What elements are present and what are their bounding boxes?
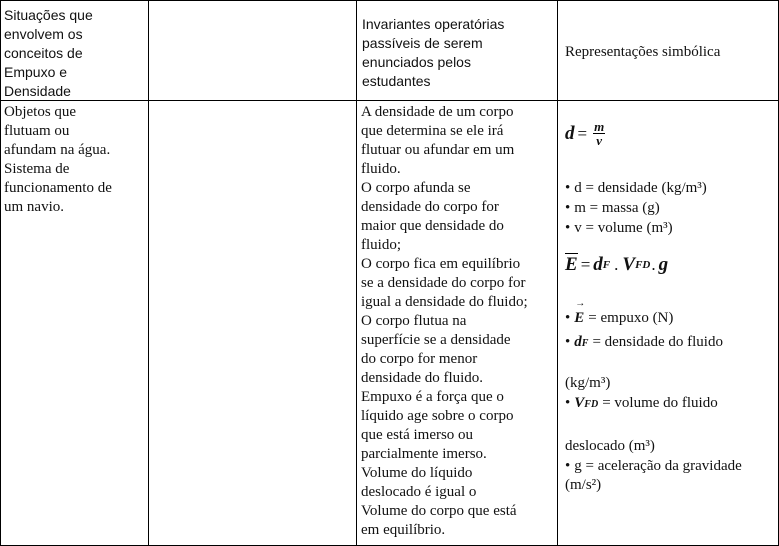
definition-gravity: • g = aceleração da gravidade xyxy=(565,458,742,474)
header-line: estudantes xyxy=(362,73,431,89)
header-line: passíveis de serem xyxy=(362,35,483,51)
cell-line: Empuxo é a força que o xyxy=(361,389,504,405)
cell-line: superfície se a densidade xyxy=(361,332,511,348)
cell-line: afundam na água. xyxy=(4,142,111,158)
cell-line: O corpo flutua na xyxy=(361,313,467,329)
representacoes-cell xyxy=(565,114,777,495)
bullet-icon: • xyxy=(565,395,571,411)
overline-mark xyxy=(565,253,578,254)
column-divider-2 xyxy=(356,0,357,546)
cell-line: densidade do fluido. xyxy=(361,370,484,386)
cell-line: funcionamento de xyxy=(4,180,112,196)
density-formula: d = $\frac{m}{v}$ xyxy=(565,119,605,148)
bullet-icon: • xyxy=(565,334,571,350)
cell-line: Volume do corpo que está xyxy=(361,503,517,519)
bullet-icon: • xyxy=(565,458,571,474)
header-line: conceitos de xyxy=(4,45,83,61)
buoyancy-formula: E = d F . V FD . g xyxy=(565,254,669,275)
definition-fluid-density: • d F = densidade do fluido xyxy=(565,334,723,350)
bullet-icon: • xyxy=(565,310,571,326)
cell-line: maior que densidade do xyxy=(361,218,504,234)
header-representacoes: Representações simbólica xyxy=(565,44,721,60)
bullet-icon: • xyxy=(565,200,571,216)
invariantes-cell xyxy=(361,103,555,540)
cell-line: fluido. xyxy=(361,161,401,177)
definition-volume: • v = volume (m³) xyxy=(565,220,673,236)
header-situacoes xyxy=(4,6,146,101)
cell-line: em equilíbrio. xyxy=(361,522,446,538)
situacoes-cell xyxy=(4,103,146,217)
header-invariantes xyxy=(362,15,554,91)
cell-line: se a densidade do corpo for xyxy=(361,275,526,291)
cell-line: O corpo fica em equilíbrio xyxy=(361,256,521,272)
unit-kg-m3: (kg/m³) xyxy=(565,375,611,391)
cell-line: deslocado é igual o xyxy=(361,484,477,500)
header-line: enunciados pelos xyxy=(362,54,471,70)
cell-line: um navio. xyxy=(4,199,64,215)
header-line: Densidade xyxy=(4,83,71,99)
cell-line: Volume do líquido xyxy=(361,465,473,481)
fraction: $\frac{m}{v}$ xyxy=(594,119,605,148)
cell-line: líquido age sobre o corpo xyxy=(361,408,514,424)
header-line: Situações que xyxy=(4,7,93,23)
cell-line: do corpo for menor xyxy=(361,351,478,367)
header-line: envolvem os xyxy=(4,26,83,42)
column-divider-3 xyxy=(557,0,558,546)
definition-density: • d = densidade (kg/m³) xyxy=(565,180,707,196)
cell-line: A densidade de um corpo xyxy=(361,104,514,120)
cell-line: O corpo afunda se xyxy=(361,180,471,196)
cell-line: fluido; xyxy=(361,237,401,253)
cell-line: densidade do corpo for xyxy=(361,199,499,215)
deslocado-unit: deslocado (m³) xyxy=(565,438,655,454)
cell-line: flutuar ou afundar em um xyxy=(361,142,515,158)
bullet-icon: • xyxy=(565,220,571,236)
cell-line: que está imerso ou xyxy=(361,427,474,443)
vector-arrow-icon: → xyxy=(575,298,586,309)
definition-empuxo: • → E = empuxo (N) xyxy=(565,298,674,326)
definition-displaced-volume: • V FD = volume do fluido xyxy=(565,395,718,411)
unit-m-s2: (m/s²) xyxy=(565,477,602,493)
header-line: Invariantes operatórias xyxy=(362,16,505,32)
cell-line: igual a densidade do fluido; xyxy=(361,294,528,310)
cell-line: parcialmente imerso. xyxy=(361,446,487,462)
bullet-icon: • xyxy=(565,180,571,196)
cell-line: Objetos que xyxy=(4,104,77,120)
cell-line: Sistema de xyxy=(4,161,70,177)
definition-mass: • m = massa (g) xyxy=(565,200,660,216)
cell-line: que determina se ele irá xyxy=(361,123,504,139)
column-divider-1 xyxy=(148,0,149,546)
header-line: Empuxo e xyxy=(4,64,68,80)
cell-line: flutuam ou xyxy=(4,123,70,139)
